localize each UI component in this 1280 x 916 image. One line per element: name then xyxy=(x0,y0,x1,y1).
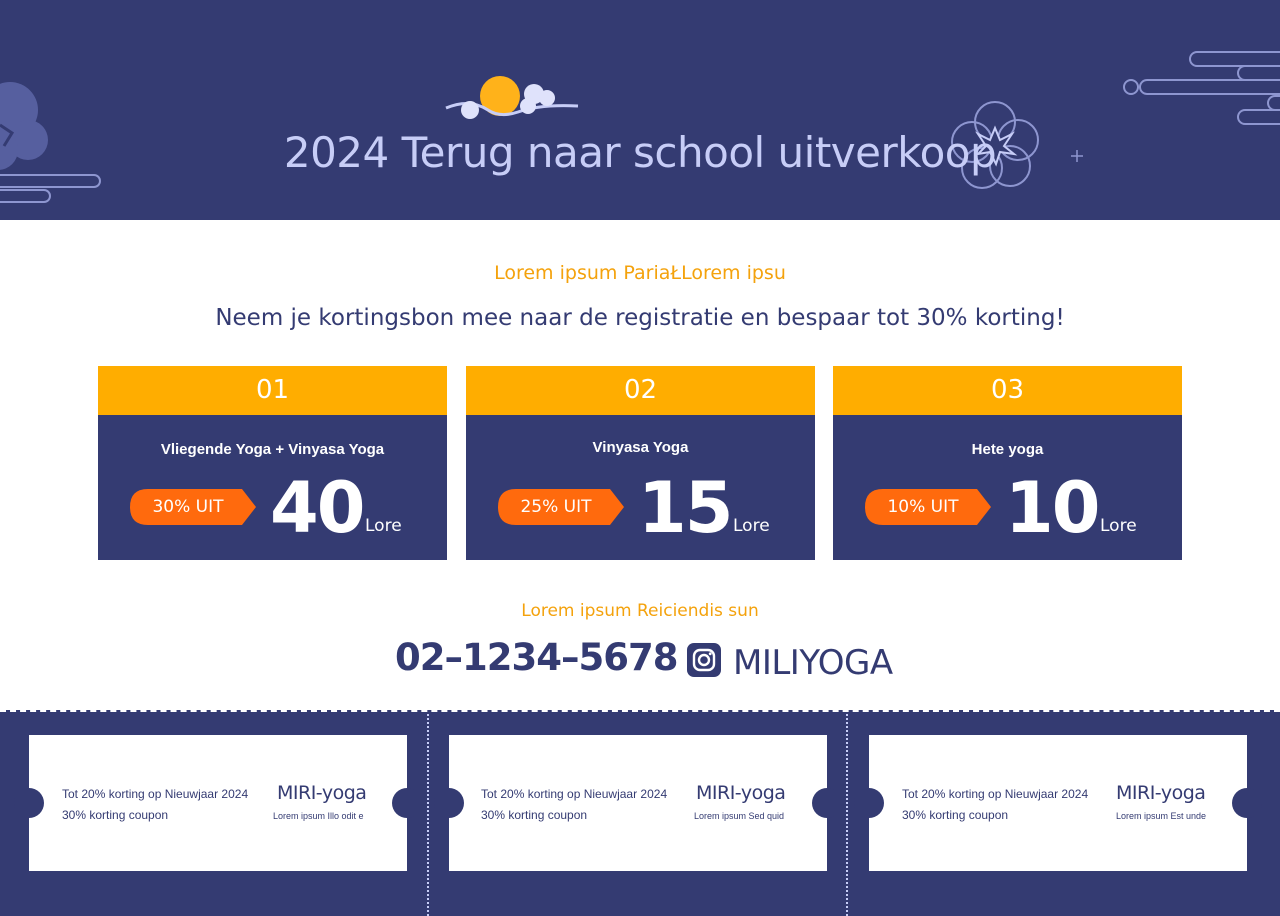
ticket-notch xyxy=(14,788,44,818)
ticket-notch xyxy=(434,788,464,818)
price-unit: Lore xyxy=(1100,516,1137,536)
offer-name: Vliegende Yoga + Vinyasa Yoga xyxy=(160,441,385,458)
offer-body xyxy=(833,415,1182,560)
coupon-offer-text: Tot 20% korting op Nieuwjaar 2024 xyxy=(902,787,1089,801)
discount-label: 10% UIT xyxy=(887,497,959,517)
coupon-fineprint: Lorem ipsum Est unde xyxy=(1116,811,1207,821)
offer-number: 03 xyxy=(833,366,1182,415)
offer-body xyxy=(98,415,447,560)
offer-number: 01 xyxy=(98,366,447,415)
discount-tag xyxy=(865,489,991,525)
offer-card-1[interactable] xyxy=(98,366,447,560)
coupon-discount-text: 30% korting coupon xyxy=(481,808,588,822)
instagram-handle[interactable]: MILIYOGA xyxy=(733,643,893,683)
instagram-icon[interactable] xyxy=(687,643,721,677)
offer-number: 02 xyxy=(466,366,815,415)
coupon-fineprint: Lorem ipsum Illo odit e xyxy=(273,811,364,821)
offer-body xyxy=(466,415,815,560)
offer-price: 10 xyxy=(1005,467,1099,549)
coupon-brand: MIRI-yoga xyxy=(1116,782,1206,804)
sun-cloud-icon xyxy=(446,76,578,119)
discount-tag xyxy=(498,489,624,525)
coupon-ticket-3[interactable] xyxy=(869,735,1247,871)
coupon-ticket-1[interactable] xyxy=(29,735,407,871)
coupon-brand: MIRI-yoga xyxy=(277,782,367,804)
offer-card-2[interactable] xyxy=(466,366,815,560)
cut-line xyxy=(846,714,848,916)
coupon-ticket-2[interactable] xyxy=(449,735,827,871)
offer-name: Hete yoga xyxy=(971,441,1044,458)
offer-card-3[interactable] xyxy=(833,366,1182,560)
page-title: 2024 Terug naar school uitverkoop xyxy=(283,128,997,177)
price-unit: Lore xyxy=(365,516,402,536)
coupon-brand: MIRI-yoga xyxy=(696,782,786,804)
cut-line xyxy=(427,714,429,916)
discount-tag xyxy=(130,489,256,525)
ticket-notch xyxy=(854,788,884,818)
eyebrow-text: Lorem ipsum PariaŁLorem ipsu xyxy=(494,262,786,284)
coupon-discount-text: 30% korting coupon xyxy=(902,808,1009,822)
ticket-notch xyxy=(392,788,422,818)
price-unit: Lore xyxy=(733,516,770,536)
header-decoration xyxy=(0,0,1280,220)
coupon-offer-text: Tot 20% korting op Nieuwjaar 2024 xyxy=(62,787,249,801)
phone-number[interactable]: 02–1234–5678 xyxy=(395,636,678,679)
promo-headline: Neem je kortingsbon mee naar de registratie en bespaar tot 30% korting! xyxy=(215,305,1065,331)
offer-price: 15 xyxy=(638,467,732,549)
header-banner xyxy=(0,0,1280,220)
contact-label: Lorem ipsum Reiciendis sun xyxy=(521,601,759,621)
offer-price: 40 xyxy=(270,467,364,549)
coupon-discount-text: 30% korting coupon xyxy=(62,808,169,822)
coupon-fineprint: Lorem ipsum Sed quid xyxy=(694,811,785,821)
ticket-notch xyxy=(1232,788,1262,818)
discount-label: 25% UIT xyxy=(520,497,592,517)
ticket-notch xyxy=(812,788,842,818)
offer-name: Vinyasa Yoga xyxy=(592,439,689,456)
coupon-offer-text: Tot 20% korting op Nieuwjaar 2024 xyxy=(481,787,668,801)
discount-label: 30% UIT xyxy=(152,497,224,517)
